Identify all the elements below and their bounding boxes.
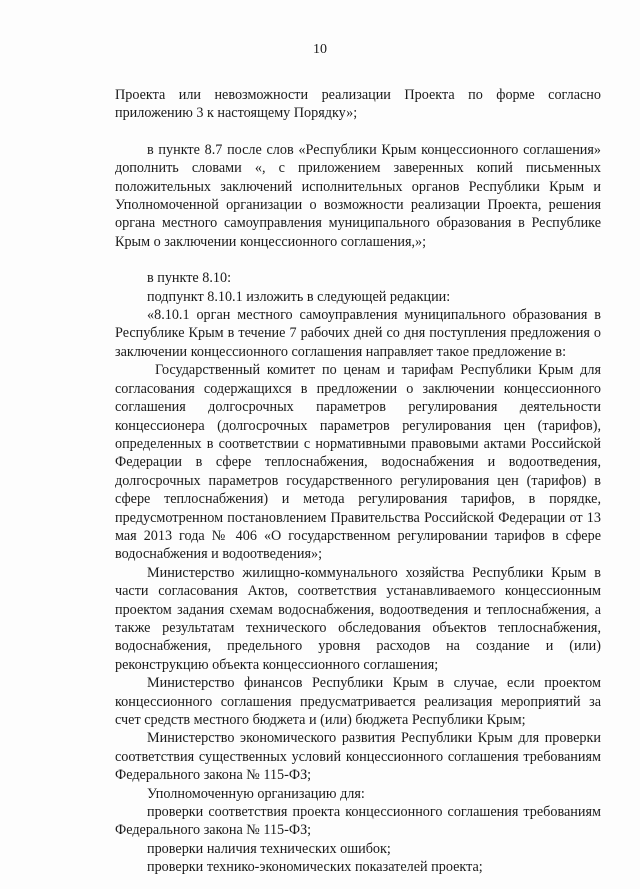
paragraph-7: Министерство жилищно-коммунального хозяйства Республики Крым в части согласования Актов, соответствия устанавливаемого концессионным проектом задания схемам водоснабжения, водоотведения и теплоснабжения, а также результатам технического обследования объектов теплоснабжения, водоснабжения, предельного уровня расходов на создание и (или) реконструкцию объекта концессионного соглашения; [115,564,601,673]
paragraph-5: «8.10.1 орган местного самоуправления муниципального образования в Республике Крым в течение 7 рабочих дней со дня поступления предложения о заключении концессионного соглашения направляет такое предложение в: [115,307,601,360]
paragraph-6: Государственный комитет по ценам и тарифам Республики Крым для согласования содержащихся в предложении о заключении концессионного соглашения долгосрочных параметров регулирования деятельности концессионера (долгосрочных параметров регулирования цен (тарифов), определенных в соответствии с нормативными правовыми актами Российской Федерации в сфере теплоснабжения, водоснабжения и водоотведения, долгосрочных параметров государственного регулирования цен (тарифов) в сфере теплоснабжения) и метода регулирования тарифов, в порядке, предусмотренном постановлением Правительства Российской Федерации от 13 мая 2013 года № 406 «О государственном регулировании тарифов в сфере водоснабжения и водоотведения»; [115,362,601,563]
paragraph-10: Уполномоченную организацию для: [147,785,365,802]
page-number: 10 [313,42,327,57]
paragraph-9: Министерство экономического развития Республики Крым для проверки соответствия существенных условий концессионного соглашения требованиям Федерального закона № 115-ФЗ; [115,730,601,784]
paragraph-11: проверки соответствия проекта концессионного соглашения требованиям Федерального закона № 115-ФЗ; [115,804,601,839]
paragraph-12: проверки наличия технических ошибок; [147,840,391,857]
document-body [115,86,601,877]
paragraph-4: подпункт 8.10.1 изложить в следующей редакции: [147,288,451,305]
paragraph-13: проверки технико-экономических показателей проекта; [147,859,483,876]
paragraph-1: Проекта или невозможности реализации Проекта по форме согласно приложению 3 к настоящему Порядку»; [115,87,601,122]
paragraph-8: Министерство финансов Республики Крым в случае, если проектом концессионного соглашения предусматривается реализация мероприятий за счет средств местного бюджета и (или) бюджета Республики Крым; [115,675,601,728]
paragraph-2: в пункте 8.7 после слов «Республики Крым концессионного соглашения» дополнить словами «, с приложением заверенных копий письменных положительных заключений исполнительных органов Республики Крым и Уполномоченной организации о возможности реализации Проекта, решения органа местного самоуправления муниципального образования в Республике Крым о заключении концессионного соглашения,»; [115,141,601,250]
paragraph-3: в пункте 8.10: [147,270,232,287]
